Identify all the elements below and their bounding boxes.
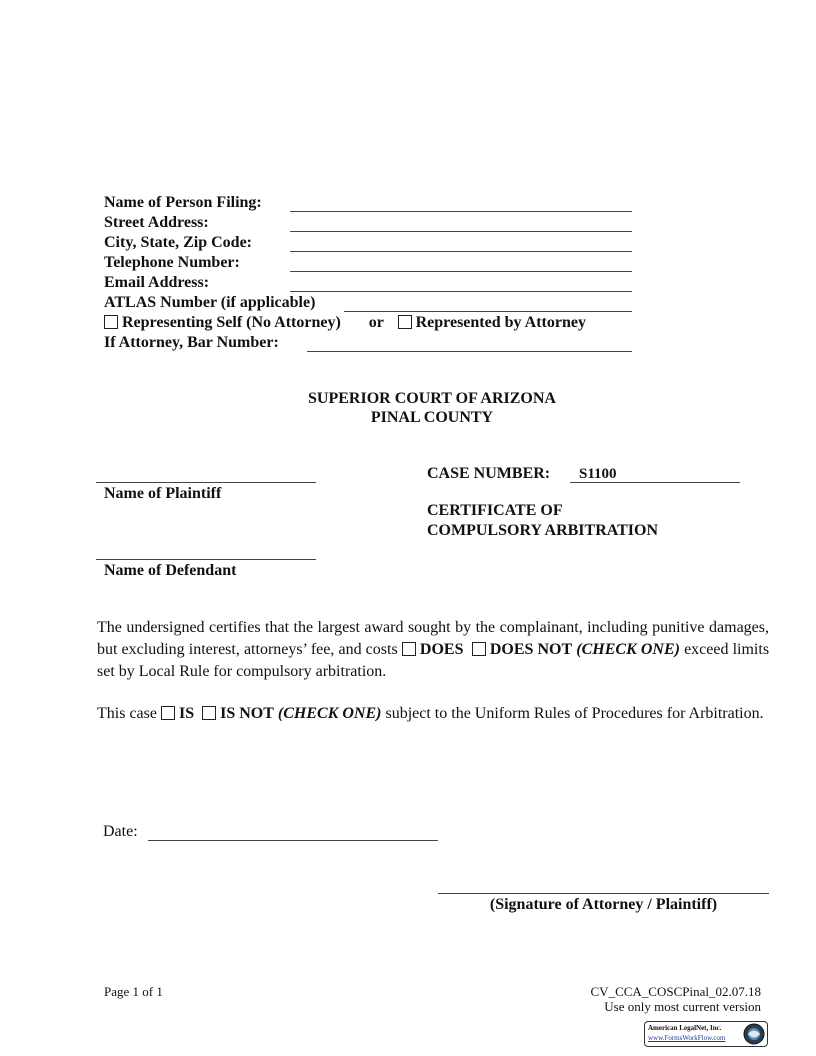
bar-number-label: If Attorney, Bar Number:: [104, 334, 279, 351]
date-field[interactable]: [148, 840, 438, 841]
logo-website: www.FormsWorkFlow.com: [648, 1034, 726, 1042]
globe-icon: [743, 1023, 765, 1045]
represented-by-attorney-checkbox[interactable]: [398, 315, 412, 329]
p1-check-one: (CHECK ONE): [576, 641, 680, 658]
represented-by-attorney-label: Represented by Attorney: [415, 314, 586, 331]
bar-number-field[interactable]: [307, 351, 632, 352]
version-note: Use only most current version: [604, 999, 761, 1014]
representing-self-checkbox[interactable]: [104, 315, 118, 329]
street-address-label: Street Address:: [104, 214, 209, 231]
form-id: CV_CCA_COSCPinal_02.07.18: [590, 984, 761, 999]
plaintiff-name-field[interactable]: [96, 482, 316, 483]
defendant-name-field[interactable]: [96, 559, 316, 560]
is-not-label: IS NOT: [220, 705, 274, 722]
case-number-label: CASE NUMBER:: [427, 465, 551, 482]
p1-text-a: The undersigned certifies that the largest award sought by the complainant, including punitive damages, but excluding interest, attorneys’ fee, and costs: [97, 619, 769, 658]
name-of-person-filing-field[interactable]: [290, 211, 632, 212]
date-label: Date:: [103, 823, 138, 840]
city-state-zip-field[interactable]: [290, 251, 632, 252]
p2-text-b: subject to the Uniform Rules of Procedures for Arbitration.: [385, 705, 764, 722]
p2-text-a: This case: [97, 705, 157, 722]
does-not-label: DOES NOT: [489, 641, 573, 658]
certificate-title-line2: COMPULSORY ARBITRATION: [427, 522, 659, 539]
does-not-checkbox[interactable]: [472, 642, 486, 656]
certification-paragraph: [97, 617, 769, 683]
defendant-label: Name of Defendant: [104, 562, 237, 579]
is-not-checkbox[interactable]: [202, 706, 216, 720]
atlas-number-label: ATLAS Number (if applicable): [104, 294, 316, 311]
signature-label: (Signature of Attorney / Plaintiff): [489, 896, 718, 913]
does-label: DOES: [419, 641, 464, 658]
is-label: IS: [178, 705, 195, 722]
email-address-label: Email Address:: [104, 274, 210, 291]
or-label: or: [368, 314, 384, 331]
name-of-person-filing-label: Name of Person Filing:: [104, 194, 262, 211]
email-address-field[interactable]: [290, 291, 632, 292]
city-state-zip-label: City, State, Zip Code:: [104, 234, 252, 251]
certificate-title-line1: CERTIFICATE OF: [427, 502, 563, 519]
plaintiff-label: Name of Plaintiff: [104, 485, 222, 502]
street-address-field[interactable]: [290, 231, 632, 232]
telephone-number-field[interactable]: [290, 271, 632, 272]
does-checkbox[interactable]: [402, 642, 416, 656]
representing-self-label: Representing Self (No Attorney): [122, 314, 341, 331]
signature-line[interactable]: [438, 893, 769, 894]
representation-row: [104, 313, 586, 333]
page-number: Page 1 of 1: [104, 984, 163, 999]
american-legalnet-logo[interactable]: [644, 1021, 768, 1047]
p1-text-b: exceed limits set by Local Rule for compulsory arbitration.: [97, 641, 770, 680]
court-name: SUPERIOR COURT OF ARIZONA: [308, 390, 556, 407]
telephone-number-label: Telephone Number:: [104, 254, 240, 271]
arbitration-paragraph: [97, 703, 769, 725]
atlas-number-field[interactable]: [344, 311, 632, 312]
case-number-value: S1100: [579, 466, 617, 482]
logo-company-name: American LegalNet, Inc.: [648, 1024, 722, 1032]
is-checkbox[interactable]: [161, 706, 175, 720]
county-name: PINAL COUNTY: [370, 409, 494, 426]
p2-check-one: (CHECK ONE): [277, 705, 382, 722]
